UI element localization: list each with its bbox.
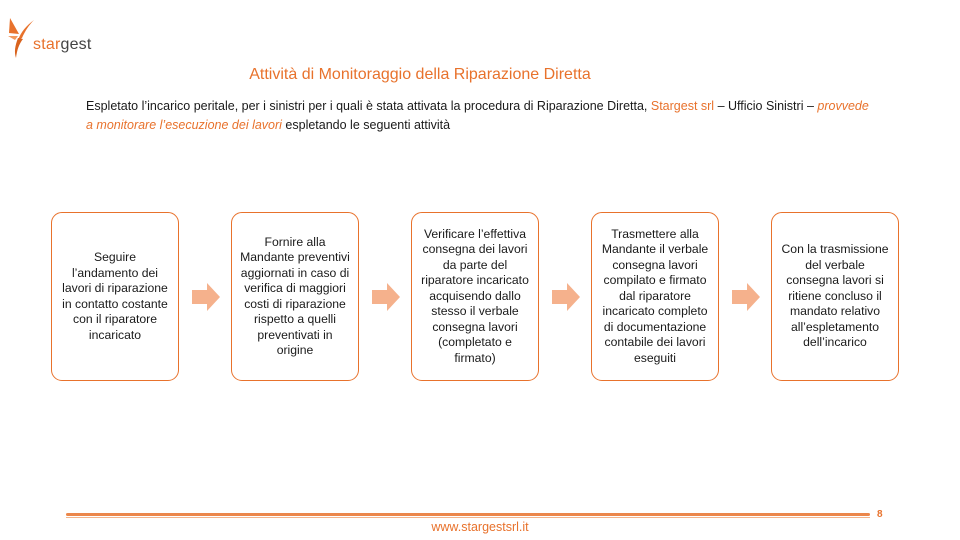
step-box-4 bbox=[591, 212, 719, 381]
step-box-2 bbox=[231, 212, 359, 381]
step-box-3 bbox=[411, 212, 539, 381]
step-box-1 bbox=[51, 212, 179, 381]
step-box-5 bbox=[771, 212, 899, 381]
intro-text-1: Espletato l’incarico peritale, per i sinistri per i quali è stata attivata la procedura di Riparazione Diretta, bbox=[86, 99, 651, 113]
step-text-3: Verificare l’effettiva consegna dei lavori da parte del riparatore incaricato acquisendo dallo stesso il verbale consegna lavori (completato e firmato) bbox=[421, 226, 529, 365]
intro-text-3: espletando le seguenti attività bbox=[281, 118, 451, 132]
intro-emphasis: provvede a monitorare l’esecuzione dei lavori bbox=[86, 99, 869, 132]
right-arrow-icon bbox=[552, 283, 580, 311]
step-text-1: Seguire l’andamento dei lavori di riparazione in contatto costante con il riparatore incaricato bbox=[62, 250, 168, 342]
website-link[interactable]: www.stargestsrl.it bbox=[431, 520, 529, 534]
right-arrow-icon bbox=[372, 283, 400, 311]
footer-divider-thin bbox=[66, 517, 870, 518]
step-text-5: Con la trasmissione del verbale consegna lavori si ritiene concluso il mandato relativo all’espletamento dell’incarico bbox=[781, 242, 889, 350]
logo-text-suffix: gest bbox=[60, 36, 92, 53]
logo-text-prefix: star bbox=[33, 36, 61, 53]
intro-paragraph bbox=[86, 97, 876, 135]
step-text-2: Fornire alla Mandante preventivi aggiornati in caso di verifica di maggiori costi di riparazione rispetto a quelli preventivati in origine bbox=[240, 234, 350, 357]
company-name: Stargest srl bbox=[650, 99, 715, 113]
step-text-4: Trasmettere alla Mandante il verbale consegna lavori compilato e firmato dal riparatore incaricato completo di documentazione contabile dei lavori eseguiti bbox=[601, 226, 709, 365]
page-number: 8 bbox=[877, 509, 883, 520]
star-swoosh-icon bbox=[6, 16, 36, 60]
footer-divider bbox=[66, 513, 870, 516]
page-title: Attività di Monitoraggio della Riparazione Diretta bbox=[249, 66, 591, 83]
logo-wordmark bbox=[33, 36, 92, 54]
intro-text-2: – Ufficio Sinistri – bbox=[714, 99, 818, 113]
right-arrow-icon bbox=[732, 283, 760, 311]
company-logo bbox=[6, 16, 116, 60]
right-arrow-icon bbox=[192, 283, 220, 311]
